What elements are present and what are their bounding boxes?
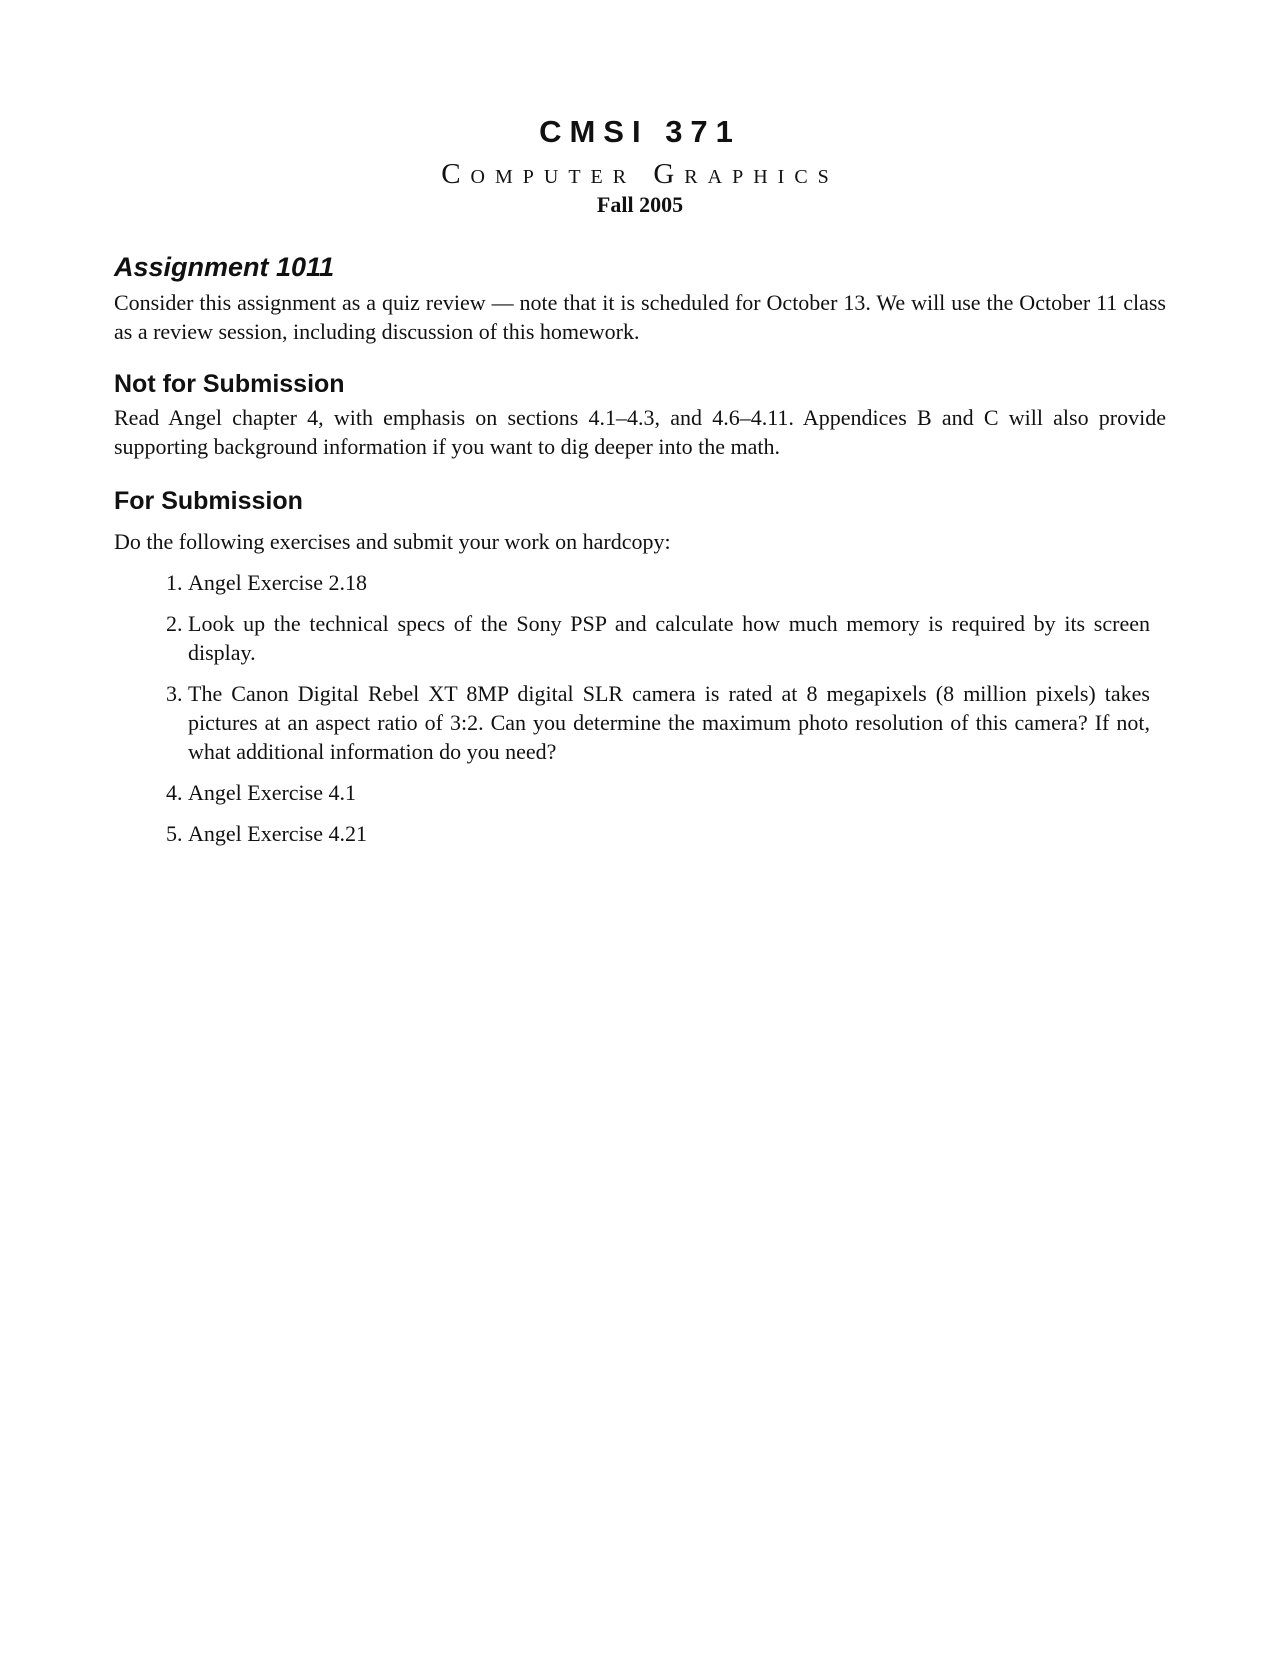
document-header <box>114 0 1166 218</box>
exercise-item: 5. Angel Exercise 4.21 <box>188 819 1150 848</box>
exercise-item: 2. Look up the technical specs of the Sony PSP and calculate how much memory is required by its screen display. <box>188 609 1150 667</box>
term: Fall 2005 <box>596 192 684 217</box>
exercise-item: 4. Angel Exercise 4.1 <box>188 778 1150 807</box>
course-title: Computer Graphics <box>441 158 839 190</box>
exercise-item: 3. The Canon Digital Rebel XT 8MP digital SLR camera is rated at 8 megapixels (8 million pixels) takes pictures at an aspect ratio of 3:2. Can you determine the maximum photo resolution of this camera? If not, what additional information do you need? <box>188 679 1150 766</box>
exercise-list <box>114 568 1150 848</box>
exercise-item: 1. Angel Exercise 2.18 <box>188 568 1150 597</box>
section-not-for-submission-heading: Not for Submission <box>114 370 345 398</box>
section-for-submission-heading: For Submission <box>114 487 303 515</box>
reading-instructions: Read Angel chapter 4, with emphasis on sections 4.1–4.3, and 4.6–4.11. Appendices B and C will also provide supporting background information if you want to dig deeper into the math. <box>114 405 1166 459</box>
document-page <box>114 0 1166 1656</box>
submission-instructions: Do the following exercises and submit your work on hardcopy: <box>114 529 671 554</box>
assignment-title: Assignment 1011 <box>114 252 335 282</box>
assignment-intro: Consider this assignment as a quiz review — note that it is scheduled for October 13. We will use the October 11 class as a review session, including discussion of this homework. <box>114 290 1166 344</box>
course-code: CMSI 371 <box>539 114 741 149</box>
